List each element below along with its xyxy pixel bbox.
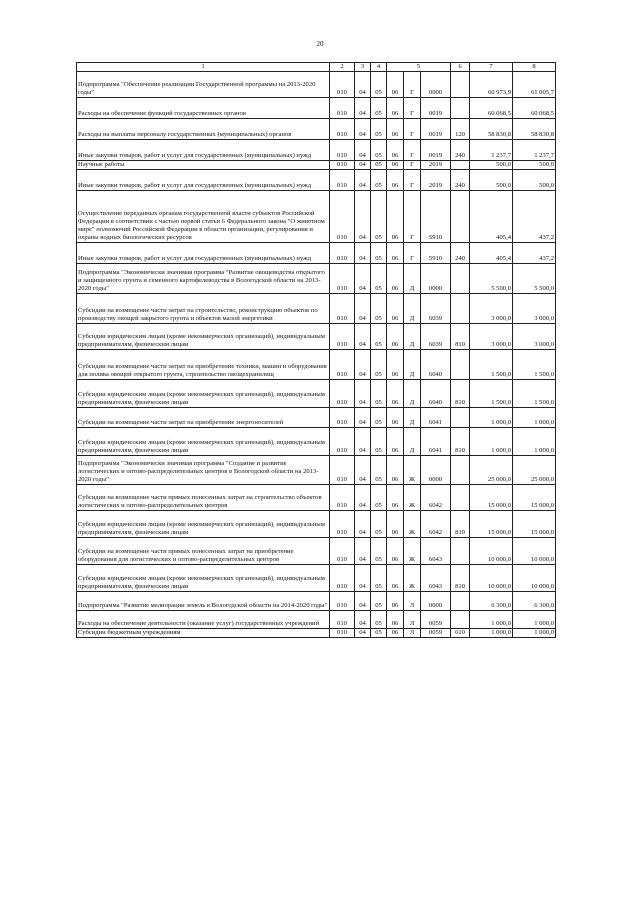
row-cell-c2: 010 bbox=[330, 408, 355, 428]
row-cell-c5b: Г bbox=[404, 243, 421, 264]
row-name: Иные закупки товаров, работ и услуг для государственных (муниципальных) нужд bbox=[77, 170, 330, 191]
row-cell-c5b: Д bbox=[404, 324, 421, 350]
row-name: Субсидии юридическим лицам (кроме некоммерческих организаций), индивидуальным предпринимателям, физическим лицам bbox=[77, 380, 330, 408]
row-cell-c7: 1 500,0 bbox=[470, 350, 513, 380]
row-name: Подпрограмма "Экономически значимая программа "Создание и развитие логистических и оптово-распределительных центров в Вологодской области на 2013-2020 годы" bbox=[77, 456, 330, 485]
row-cell-c7: 60 973,9 bbox=[470, 72, 513, 98]
row-cell-c8: 15 000,0 bbox=[513, 485, 556, 511]
row-cell-c7: 1 000,0 bbox=[470, 428, 513, 456]
row-cell-c6: 610 bbox=[451, 629, 470, 638]
row-cell-c5b: Ж bbox=[404, 538, 421, 565]
row-cell-c4: 05 bbox=[371, 611, 387, 629]
row-cell-c5b: Л bbox=[404, 592, 421, 611]
row-cell-c6: 810 bbox=[451, 324, 470, 350]
header-cell: 1 bbox=[77, 63, 330, 72]
row-cell-c8: 500,0 bbox=[513, 161, 556, 170]
row-cell-c2: 010 bbox=[330, 243, 355, 264]
table-row bbox=[77, 243, 556, 264]
row-cell-c2: 010 bbox=[330, 592, 355, 611]
row-cell-c3: 04 bbox=[355, 98, 371, 119]
row-cell-c5a: 06 bbox=[387, 140, 404, 161]
row-cell-c5b: Л bbox=[404, 611, 421, 629]
row-cell-c8: 10 000,0 bbox=[513, 538, 556, 565]
row-cell-c4: 05 bbox=[371, 538, 387, 565]
row-cell-c3: 04 bbox=[355, 243, 371, 264]
table-row bbox=[77, 140, 556, 161]
row-cell-c5c: 6041 bbox=[421, 428, 451, 456]
row-cell-c5b: Г bbox=[404, 72, 421, 98]
row-cell-c4: 05 bbox=[371, 294, 387, 324]
row-cell-c2: 010 bbox=[330, 565, 355, 592]
table-row bbox=[77, 456, 556, 485]
table-row bbox=[77, 119, 556, 140]
row-cell-c5a: 06 bbox=[387, 191, 404, 243]
row-cell-c6 bbox=[451, 408, 470, 428]
row-cell-c6 bbox=[451, 456, 470, 485]
row-cell-c5c: 0000 bbox=[421, 264, 451, 294]
row-cell-c5c: 2019 bbox=[421, 170, 451, 191]
row-cell-c5c: 6042 bbox=[421, 485, 451, 511]
row-cell-c5a: 06 bbox=[387, 294, 404, 324]
row-cell-c5a: 06 bbox=[387, 511, 404, 538]
row-cell-c6: 810 bbox=[451, 565, 470, 592]
row-cell-c5c: 6042 bbox=[421, 511, 451, 538]
row-cell-c6 bbox=[451, 294, 470, 324]
row-name: Субсидии на возмещение части затрат на приобретение техники, машин и оборудования для полива овощей открытого грунта, строительство овощехранилищ bbox=[77, 350, 330, 380]
row-cell-c4: 05 bbox=[371, 380, 387, 408]
row-cell-c8: 15 000,0 bbox=[513, 511, 556, 538]
row-cell-c3: 04 bbox=[355, 629, 371, 638]
row-cell-c3: 04 bbox=[355, 191, 371, 243]
table-row bbox=[77, 592, 556, 611]
row-cell-c8: 60 068,5 bbox=[513, 98, 556, 119]
row-cell-c5a: 06 bbox=[387, 428, 404, 456]
table-row bbox=[77, 629, 556, 638]
header-cell: 7 bbox=[470, 63, 513, 72]
row-cell-c7: 1 000,0 bbox=[470, 611, 513, 629]
row-cell-c4: 05 bbox=[371, 565, 387, 592]
row-cell-c4: 05 bbox=[371, 140, 387, 161]
row-cell-c5b: Г bbox=[404, 140, 421, 161]
row-cell-c7: 3 000,0 bbox=[470, 324, 513, 350]
row-cell-c3: 04 bbox=[355, 428, 371, 456]
row-cell-c5a: 06 bbox=[387, 170, 404, 191]
row-cell-c7: 58 830,8 bbox=[470, 119, 513, 140]
row-cell-c2: 010 bbox=[330, 170, 355, 191]
row-name: Подпрограмма "Экономически значимая программа "Развитие овощеводства открытого и защищенного грунта и семенного картофелеводства в Вологодской области на 2013-2020 годы" bbox=[77, 264, 330, 294]
row-cell-c5a: 06 bbox=[387, 119, 404, 140]
row-cell-c3: 04 bbox=[355, 456, 371, 485]
table-row bbox=[77, 324, 556, 350]
row-cell-c5a: 06 bbox=[387, 380, 404, 408]
row-cell-c6 bbox=[451, 350, 470, 380]
row-cell-c8: 1 000,0 bbox=[513, 611, 556, 629]
row-name: Подпрограмма "Развитие мелиорации земель в Вологодской области на 2014-2020 годы" bbox=[77, 592, 330, 611]
row-cell-c2: 010 bbox=[330, 119, 355, 140]
row-cell-c3: 04 bbox=[355, 170, 371, 191]
row-cell-c5c: 0019 bbox=[421, 98, 451, 119]
row-cell-c7: 25 000,0 bbox=[470, 456, 513, 485]
row-name: Расходы на выплаты персоналу государственных (муниципальных) органов bbox=[77, 119, 330, 140]
row-cell-c5b: Ж bbox=[404, 456, 421, 485]
row-cell-c5c: 2019 bbox=[421, 161, 451, 170]
row-cell-c5c: 5910 bbox=[421, 243, 451, 264]
row-cell-c5b: Д bbox=[404, 350, 421, 380]
row-cell-c7: 500,0 bbox=[470, 161, 513, 170]
row-cell-c4: 05 bbox=[371, 592, 387, 611]
row-cell-c2: 010 bbox=[330, 350, 355, 380]
row-cell-c5c: 6043 bbox=[421, 565, 451, 592]
row-cell-c5a: 06 bbox=[387, 538, 404, 565]
row-cell-c6 bbox=[451, 98, 470, 119]
row-cell-c3: 04 bbox=[355, 140, 371, 161]
row-cell-c2: 010 bbox=[330, 294, 355, 324]
table-row bbox=[77, 511, 556, 538]
row-cell-c7: 15 000,0 bbox=[470, 485, 513, 511]
row-name: Научные работы bbox=[77, 161, 330, 170]
row-cell-c2: 010 bbox=[330, 161, 355, 170]
table-row bbox=[77, 611, 556, 629]
row-cell-c6: 810 bbox=[451, 380, 470, 408]
table-row bbox=[77, 98, 556, 119]
row-cell-c5a: 06 bbox=[387, 485, 404, 511]
row-cell-c5a: 06 bbox=[387, 243, 404, 264]
row-cell-c5a: 06 bbox=[387, 161, 404, 170]
row-cell-c5a: 06 bbox=[387, 350, 404, 380]
row-cell-c4: 05 bbox=[371, 324, 387, 350]
row-cell-c7: 5 500,0 bbox=[470, 264, 513, 294]
row-cell-c5c: 0059 bbox=[421, 629, 451, 638]
row-cell-c7: 1 500,0 bbox=[470, 380, 513, 408]
row-cell-c2: 010 bbox=[330, 380, 355, 408]
row-cell-c4: 05 bbox=[371, 264, 387, 294]
row-cell-c2: 010 bbox=[330, 191, 355, 243]
row-name: Расходы на обеспечение деятельности (оказание услуг) государственных учреждений bbox=[77, 611, 330, 629]
budget-table bbox=[76, 62, 556, 638]
row-cell-c3: 04 bbox=[355, 119, 371, 140]
row-cell-c8: 3 000,0 bbox=[513, 324, 556, 350]
row-cell-c5b: Ж bbox=[404, 485, 421, 511]
row-cell-c5b: Д bbox=[404, 264, 421, 294]
row-cell-c7: 500,0 bbox=[470, 170, 513, 191]
row-cell-c4: 05 bbox=[371, 629, 387, 638]
row-cell-c5b: Г bbox=[404, 170, 421, 191]
row-name: Иные закупки товаров, работ и услуг для государственных (муниципальных) нужд bbox=[77, 243, 330, 264]
row-cell-c5c: 6039 bbox=[421, 324, 451, 350]
row-cell-c8: 1 000,0 bbox=[513, 428, 556, 456]
row-cell-c3: 04 bbox=[355, 380, 371, 408]
row-cell-c7: 10 000,0 bbox=[470, 565, 513, 592]
row-cell-c3: 04 bbox=[355, 324, 371, 350]
row-cell-c5b: Ж bbox=[404, 511, 421, 538]
row-cell-c8: 1 000,0 bbox=[513, 629, 556, 638]
row-cell-c8: 3 000,0 bbox=[513, 294, 556, 324]
row-cell-c4: 05 bbox=[371, 161, 387, 170]
row-cell-c8: 10 000,0 bbox=[513, 565, 556, 592]
row-cell-c4: 05 bbox=[371, 456, 387, 485]
row-cell-c6: 120 bbox=[451, 119, 470, 140]
row-name: Субсидии юридическим лицам (кроме некоммерческих организаций), индивидуальным предпринимателям, физическим лицам bbox=[77, 428, 330, 456]
row-cell-c3: 04 bbox=[355, 161, 371, 170]
row-cell-c5a: 06 bbox=[387, 611, 404, 629]
table-row bbox=[77, 294, 556, 324]
row-cell-c6: 240 bbox=[451, 140, 470, 161]
row-cell-c5c: 6039 bbox=[421, 294, 451, 324]
row-name: Подпрограмма "Обеспечение реализации Государственной программы на 2013-2020 годы" bbox=[77, 72, 330, 98]
row-cell-c6 bbox=[451, 611, 470, 629]
row-cell-c7: 15 000,0 bbox=[470, 511, 513, 538]
row-name: Осуществление переданных органам государственной власти субъектов Российской Федерации в соответствии с частью первой статьи 6 Федерального закона "О животном мире" полномочий Российской Федерации в области организации, регулирования и охраны водных биологических ресурсов bbox=[77, 191, 330, 243]
row-cell-c2: 010 bbox=[330, 485, 355, 511]
row-cell-c7: 405,4 bbox=[470, 191, 513, 243]
header-cell: 8 bbox=[513, 63, 556, 72]
row-cell-c6 bbox=[451, 538, 470, 565]
header-cell: 2 bbox=[330, 63, 355, 72]
table-row bbox=[77, 538, 556, 565]
row-name: Субсидии на возмещение части затрат на приобретение энергоносителей bbox=[77, 408, 330, 428]
row-cell-c5a: 06 bbox=[387, 456, 404, 485]
row-cell-c7: 60 068,5 bbox=[470, 98, 513, 119]
row-cell-c4: 05 bbox=[371, 170, 387, 191]
row-cell-c2: 010 bbox=[330, 538, 355, 565]
table-row bbox=[77, 170, 556, 191]
row-cell-c6 bbox=[451, 191, 470, 243]
header-row bbox=[77, 63, 556, 72]
row-cell-c6 bbox=[451, 264, 470, 294]
header-cell: 6 bbox=[451, 63, 470, 72]
row-cell-c4: 05 bbox=[371, 243, 387, 264]
row-cell-c6 bbox=[451, 161, 470, 170]
row-cell-c8: 437,2 bbox=[513, 243, 556, 264]
table-row bbox=[77, 191, 556, 243]
row-name: Субсидии на возмещение части прямых понесенных затрат на строительство объектов логистических и оптово-распределительных центров bbox=[77, 485, 330, 511]
row-cell-c5c: 0000 bbox=[421, 592, 451, 611]
row-cell-c4: 05 bbox=[371, 98, 387, 119]
row-cell-c6: 240 bbox=[451, 170, 470, 191]
row-cell-c7: 3 000,0 bbox=[470, 294, 513, 324]
row-cell-c8: 5 500,0 bbox=[513, 264, 556, 294]
row-cell-c6: 810 bbox=[451, 511, 470, 538]
row-cell-c5c: 6041 bbox=[421, 408, 451, 428]
row-cell-c7: 1 000,0 bbox=[470, 408, 513, 428]
row-cell-c6 bbox=[451, 485, 470, 511]
row-cell-c5c: 6040 bbox=[421, 380, 451, 408]
row-cell-c3: 04 bbox=[355, 565, 371, 592]
table-row bbox=[77, 485, 556, 511]
row-cell-c5a: 06 bbox=[387, 72, 404, 98]
row-cell-c8: 58 830,8 bbox=[513, 119, 556, 140]
row-cell-c7: 405,4 bbox=[470, 243, 513, 264]
row-cell-c5b: Ж bbox=[404, 565, 421, 592]
row-cell-c3: 04 bbox=[355, 264, 371, 294]
row-cell-c6: 810 bbox=[451, 428, 470, 456]
row-cell-c8: 25 000,0 bbox=[513, 456, 556, 485]
row-cell-c5b: Г bbox=[404, 119, 421, 140]
row-cell-c5a: 06 bbox=[387, 324, 404, 350]
row-cell-c2: 010 bbox=[330, 264, 355, 294]
row-name: Субсидии бюджетным учреждениям bbox=[77, 629, 330, 638]
table-body bbox=[77, 72, 556, 638]
row-cell-c2: 010 bbox=[330, 72, 355, 98]
row-cell-c4: 05 bbox=[371, 350, 387, 380]
row-cell-c6: 240 bbox=[451, 243, 470, 264]
table-row bbox=[77, 380, 556, 408]
row-cell-c8: 1 000,0 bbox=[513, 408, 556, 428]
row-cell-c4: 05 bbox=[371, 72, 387, 98]
row-cell-c4: 05 bbox=[371, 485, 387, 511]
row-cell-c4: 05 bbox=[371, 119, 387, 140]
row-cell-c5b: Д bbox=[404, 294, 421, 324]
row-cell-c3: 04 bbox=[355, 592, 371, 611]
table-row bbox=[77, 565, 556, 592]
row-cell-c3: 04 bbox=[355, 485, 371, 511]
row-cell-c2: 010 bbox=[330, 98, 355, 119]
table-row bbox=[77, 428, 556, 456]
row-cell-c5b: Д bbox=[404, 380, 421, 408]
table-row bbox=[77, 264, 556, 294]
row-cell-c7: 10 000,0 bbox=[470, 538, 513, 565]
row-cell-c5b: Г bbox=[404, 98, 421, 119]
row-cell-c3: 04 bbox=[355, 511, 371, 538]
row-name: Субсидии на возмещение части прямых понесенных затрат на приобретение оборудования для логистических и оптово-распределительных центров bbox=[77, 538, 330, 565]
row-cell-c2: 010 bbox=[330, 456, 355, 485]
row-cell-c5c: 0059 bbox=[421, 611, 451, 629]
row-name: Расходы на обеспечение функций государственных органов bbox=[77, 98, 330, 119]
row-cell-c5a: 06 bbox=[387, 629, 404, 638]
page-number: 20 bbox=[316, 40, 324, 48]
row-cell-c3: 04 bbox=[355, 294, 371, 324]
row-cell-c8: 437,2 bbox=[513, 191, 556, 243]
row-cell-c2: 010 bbox=[330, 140, 355, 161]
row-cell-c5a: 06 bbox=[387, 565, 404, 592]
row-cell-c3: 04 bbox=[355, 538, 371, 565]
row-cell-c3: 04 bbox=[355, 408, 371, 428]
header-cell: 5 bbox=[387, 63, 451, 72]
table-row bbox=[77, 72, 556, 98]
row-cell-c8: 61 005,7 bbox=[513, 72, 556, 98]
row-cell-c8: 500,0 bbox=[513, 170, 556, 191]
row-cell-c7: 6 300,0 bbox=[470, 592, 513, 611]
row-cell-c8: 1 500,0 bbox=[513, 350, 556, 380]
row-cell-c8: 1 500,0 bbox=[513, 380, 556, 408]
row-cell-c2: 010 bbox=[330, 629, 355, 638]
row-cell-c4: 05 bbox=[371, 511, 387, 538]
row-cell-c5a: 06 bbox=[387, 264, 404, 294]
row-cell-c5a: 06 bbox=[387, 98, 404, 119]
row-cell-c2: 010 bbox=[330, 324, 355, 350]
row-name: Субсидии на возмещение части затрат на строительство, реконструкцию объектов по производству овощей закрытого грунта и объектов малой энергетики bbox=[77, 294, 330, 324]
row-cell-c5c: 0000 bbox=[421, 72, 451, 98]
row-cell-c2: 010 bbox=[330, 511, 355, 538]
row-name: Иные закупки товаров, работ и услуг для государственных (муниципальных) нужд bbox=[77, 140, 330, 161]
row-name: Субсидии юридическим лицам (кроме некоммерческих организаций), индивидуальным предпринимателям, физическим лицам bbox=[77, 324, 330, 350]
table-row bbox=[77, 161, 556, 170]
row-cell-c3: 04 bbox=[355, 350, 371, 380]
row-cell-c8: 6 300,0 bbox=[513, 592, 556, 611]
row-cell-c6 bbox=[451, 72, 470, 98]
row-cell-c7: 1 237,7 bbox=[470, 140, 513, 161]
row-cell-c5a: 06 bbox=[387, 408, 404, 428]
row-cell-c5c: 0019 bbox=[421, 140, 451, 161]
row-cell-c5a: 06 bbox=[387, 592, 404, 611]
row-cell-c4: 05 bbox=[371, 408, 387, 428]
row-cell-c3: 04 bbox=[355, 72, 371, 98]
header-cell: 4 bbox=[371, 63, 387, 72]
row-cell-c5c: 0000 bbox=[421, 456, 451, 485]
row-name: Субсидии юридическим лицам (кроме некоммерческих организаций), индивидуальным предпринимателям, физическим лицам bbox=[77, 565, 330, 592]
row-cell-c4: 05 bbox=[371, 191, 387, 243]
row-cell-c4: 05 bbox=[371, 428, 387, 456]
row-cell-c5b: Л bbox=[404, 629, 421, 638]
row-cell-c2: 010 bbox=[330, 611, 355, 629]
row-name: Субсидии юридическим лицам (кроме некоммерческих организаций), индивидуальным предпринимателям, физическим лицам bbox=[77, 511, 330, 538]
row-cell-c2: 010 bbox=[330, 428, 355, 456]
table-row bbox=[77, 350, 556, 380]
row-cell-c3: 04 bbox=[355, 611, 371, 629]
row-cell-c5c: 6040 bbox=[421, 350, 451, 380]
row-cell-c7: 1 000,0 bbox=[470, 629, 513, 638]
row-cell-c6 bbox=[451, 592, 470, 611]
row-cell-c5c: 6043 bbox=[421, 538, 451, 565]
table-row bbox=[77, 408, 556, 428]
header-cell: 3 bbox=[355, 63, 371, 72]
row-cell-c5c: 5910 bbox=[421, 191, 451, 243]
row-cell-c5b: Г bbox=[404, 161, 421, 170]
row-cell-c5b: Г bbox=[404, 191, 421, 243]
row-cell-c8: 1 237,7 bbox=[513, 140, 556, 161]
row-cell-c5c: 0019 bbox=[421, 119, 451, 140]
row-cell-c5b: Д bbox=[404, 428, 421, 456]
row-cell-c5b: Д bbox=[404, 408, 421, 428]
